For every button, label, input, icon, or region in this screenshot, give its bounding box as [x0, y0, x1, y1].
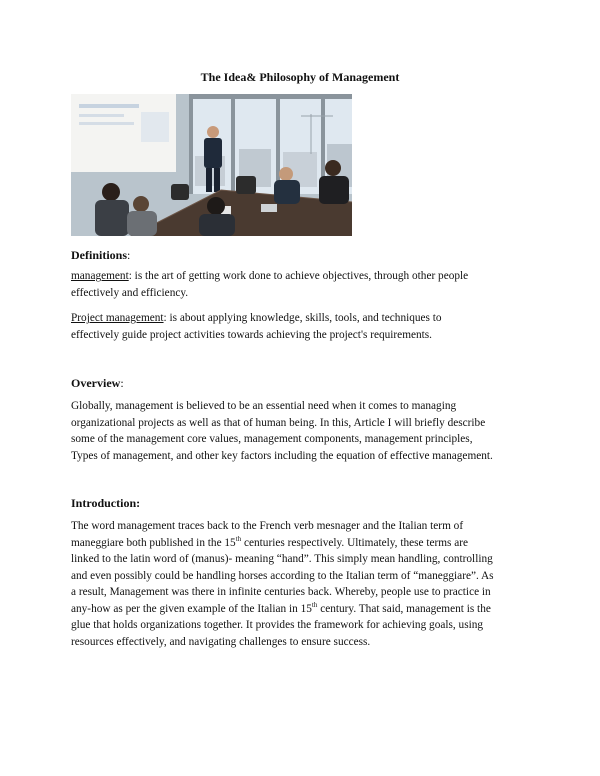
intro-line-4: and even possibly could be handling horses according to the Italian term of “maneggiare”. As	[71, 569, 494, 582]
definitions-heading-colon: :	[127, 248, 131, 262]
intro-line-5: a result, Management was there in infinite centuries back. Whereby, people use to practice in	[71, 586, 491, 598]
overview-line-3: some of the management core values, management components, management principles,	[71, 433, 473, 445]
overview-line-4: Types of management, and other key factors including the equation of effective management.	[71, 449, 493, 462]
attendee-left	[95, 200, 129, 236]
intro-line-6b: century. That said, management is the	[317, 602, 491, 615]
meeting-photo	[71, 94, 352, 236]
intro-line-2b: centuries respectively. Ultimately, these terms are	[241, 536, 469, 549]
pm-def-line-2: effectively guide project activities towards achieving the project's requirements.	[71, 328, 432, 341]
intro-line-8: resources effectively, and navigating challenges to ensure success.	[71, 635, 371, 648]
overview-line-1: Globally, management is believed to be an essential need when it comes to managing	[71, 400, 457, 412]
intro-line-2-sup: th	[235, 534, 242, 543]
overview-paragraph	[71, 398, 541, 464]
definitions-heading-text: Definitions	[71, 248, 128, 262]
intro-line-2a: maneggiare both published in the 15	[71, 536, 236, 549]
presenter-head	[207, 126, 219, 138]
project-management-definition	[71, 310, 541, 343]
intro-line-6-sup: th	[311, 600, 318, 609]
intro-line-3: linked to the latin word of (manus)- meaning “hand”. This simply mean handling, controlling	[71, 553, 493, 565]
pm-def-line-1: : is about applying knowledge, skills, tools, and techniques to	[163, 312, 442, 324]
management-def-line-2: effectively and efficiency.	[71, 286, 189, 299]
definitions-heading	[71, 248, 130, 263]
management-def-line-1: : is the art of getting work done to achieve objectives, through other people	[128, 270, 469, 282]
meeting-photo-illustration	[71, 94, 352, 236]
overview-heading-colon: :	[120, 376, 124, 390]
project-management-term: Project management	[71, 312, 164, 324]
intro-line-6a: any-how as per the given example of the Italian in 15	[71, 602, 312, 615]
introduction-paragraph	[71, 518, 541, 650]
management-definition	[71, 268, 541, 301]
attendee-front	[199, 214, 235, 236]
intro-line-7: glue that holds organizations together. It provides the framework for achieving goals, using	[71, 619, 484, 631]
presenter	[204, 138, 222, 168]
introduction-heading: Introduction:	[71, 496, 141, 510]
overview-heading-text: Overview	[71, 376, 121, 390]
attendee-right	[274, 180, 300, 204]
management-term: management	[71, 270, 129, 282]
page-title: The Idea& Philosophy of Management	[200, 70, 400, 84]
intro-line-1: The word management traces back to the French verb mesnager and the Italian term of	[71, 520, 464, 532]
overview-heading	[71, 376, 124, 391]
overview-line-2: organizational projects as well as that of human being. In this, Article I will briefly describe	[71, 416, 486, 429]
